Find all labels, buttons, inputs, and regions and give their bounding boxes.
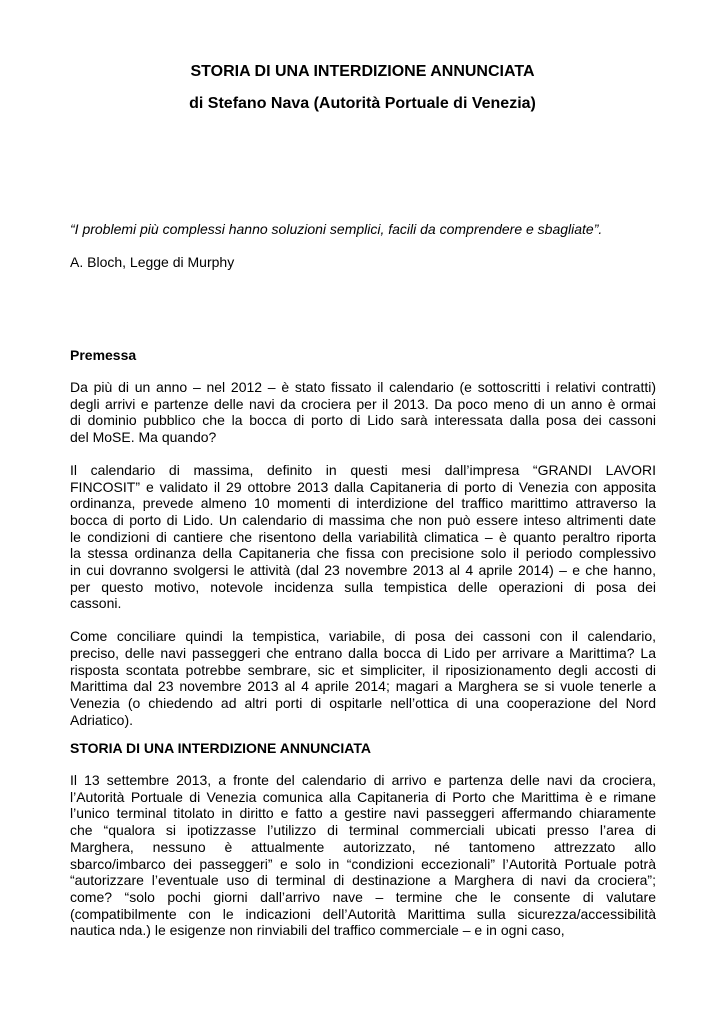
- section-heading-premessa: Premessa: [70, 347, 137, 363]
- text-line: per questo motivo, notevole incidenza sulla tempistica delle operazioni di posa dei: [70, 578, 656, 595]
- text-line: Da più di un anno – nel 2012 – è stato fissato il calendario (e sottoscritti i relativi contratti): [70, 379, 656, 395]
- text-line: Il 13 settembre 2013, a fronte del calendario di arrivo e partenza delle navi da crociera,: [70, 772, 656, 788]
- paragraph: [70, 772, 656, 939]
- document-subtitle: di Stefano Nava (Autorità Portuale di Venezia): [189, 95, 536, 112]
- text-line: Il calendario di massima, definito in questi mesi dall’impresa “GRANDI LAVORI: [70, 461, 656, 478]
- text-line: FINCOSIT” e validato il 29 ottobre 2013 dalla Capitaneria di porto di Venezia con apposita: [70, 478, 656, 495]
- paragraph: [70, 379, 656, 446]
- text-line: Marittima dal 23 novembre 2013 al 4 aprile 2014; magari a Marghera se si vuole tenerle a: [70, 678, 656, 695]
- text-line: l’Autorità Portuale di Venezia comunica alla Capitaneria di Porto che Marittima è e rimane: [70, 788, 656, 805]
- text-line: “autorizzare l’eventuale uso di terminal di destinazione a Marghera di navi da crociera”;: [70, 872, 656, 889]
- text-line: del MoSE. Ma quando?: [70, 429, 217, 446]
- text-line: Come conciliare quindi la tempistica, variabile, di posa dei cassoni con il calendario,: [70, 628, 656, 645]
- text-line: di dominio pubblico che la bocca di porto di Lido sarà interessata dalla posa dei cassoni: [70, 412, 656, 429]
- text-line: l’unico terminal titolato in diritto e fatto a gestire navi passeggeri affermando chiaramente: [70, 805, 656, 822]
- text-line: risposta scontata potrebbe sembrare, sic et simpliciter, il riposizionamento degli accosti di: [70, 661, 656, 678]
- text-line: degli arrivi e partenze delle navi da crociera per il 2013. Da poco meno di un anno è ormai: [70, 395, 656, 412]
- text-line: che “qualora si ipotizzasse l’utilizzo di terminal commerciali ubicati presso l’area di: [70, 822, 656, 839]
- text-line: bocca di porto di Lido. Un calendario di massima che non può essere inteso altrimenti date: [70, 511, 656, 528]
- section-heading-storia: STORIA DI UNA INTERDIZIONE ANNUNCIATA: [70, 740, 371, 756]
- paragraph: [70, 462, 656, 612]
- paragraph: [70, 628, 656, 728]
- text-line: in cui dovranno svolgersi le attività (dal 23 novembre 2013 al 4 aprile 2014) – e che hanno,: [70, 562, 656, 579]
- text-line: ordinanza, prevede almeno 10 momenti di interdizione del traffico marittimo attraverso la: [70, 495, 656, 512]
- text-line: le condizioni di cantiere che risentono della variabilità climatica – è quanto peraltro riporta: [70, 528, 656, 545]
- document-title: STORIA DI UNA INTERDIZIONE ANNUNCIATA: [190, 63, 535, 80]
- text-line: Adriatico).: [70, 711, 134, 728]
- text-line: come? “solo pochi giorni dall’arrivo nave – termine che le consente di valutare: [70, 888, 656, 905]
- text-line: cassoni.: [70, 595, 122, 612]
- epigraph-author: A. Bloch, Legge di Murphy: [70, 254, 235, 270]
- text-line: nautica nda.) le esigenze non rinviabili del traffico commerciale – e in ogni caso,: [70, 922, 565, 939]
- text-line: la stessa ordinanza della Capitaneria che fissa con precisione solo il periodo complessivo: [70, 545, 656, 562]
- text-line: sbarco/imbarco dei passeggeri” e solo in “condizioni eccezionali” l’Autorità Portuale potrà: [70, 855, 656, 872]
- epigraph-quote: “I problemi più complessi hanno soluzioni semplici, facili da comprendere e sbagliate”.: [70, 221, 603, 237]
- text-line: (compatibilmente con le indicazioni dell’Autorità Marittima sulla sicurezza/accessibilità: [70, 905, 656, 922]
- paragraph-group-premessa: [70, 379, 656, 728]
- text-line: preciso, delle navi passeggeri che entrano dalla bocca di Lido per arrivare a Marittima? La: [70, 644, 656, 661]
- text-line: Venezia (o chiedendo ad altri porti di ospitarle nell’ottica di una cooperazione del Nord: [70, 694, 656, 711]
- text-line: Marghera, nessuno è attualmente autorizzato, né tantomeno attrezzato allo: [70, 838, 656, 855]
- paragraph-group-storia: [70, 772, 656, 939]
